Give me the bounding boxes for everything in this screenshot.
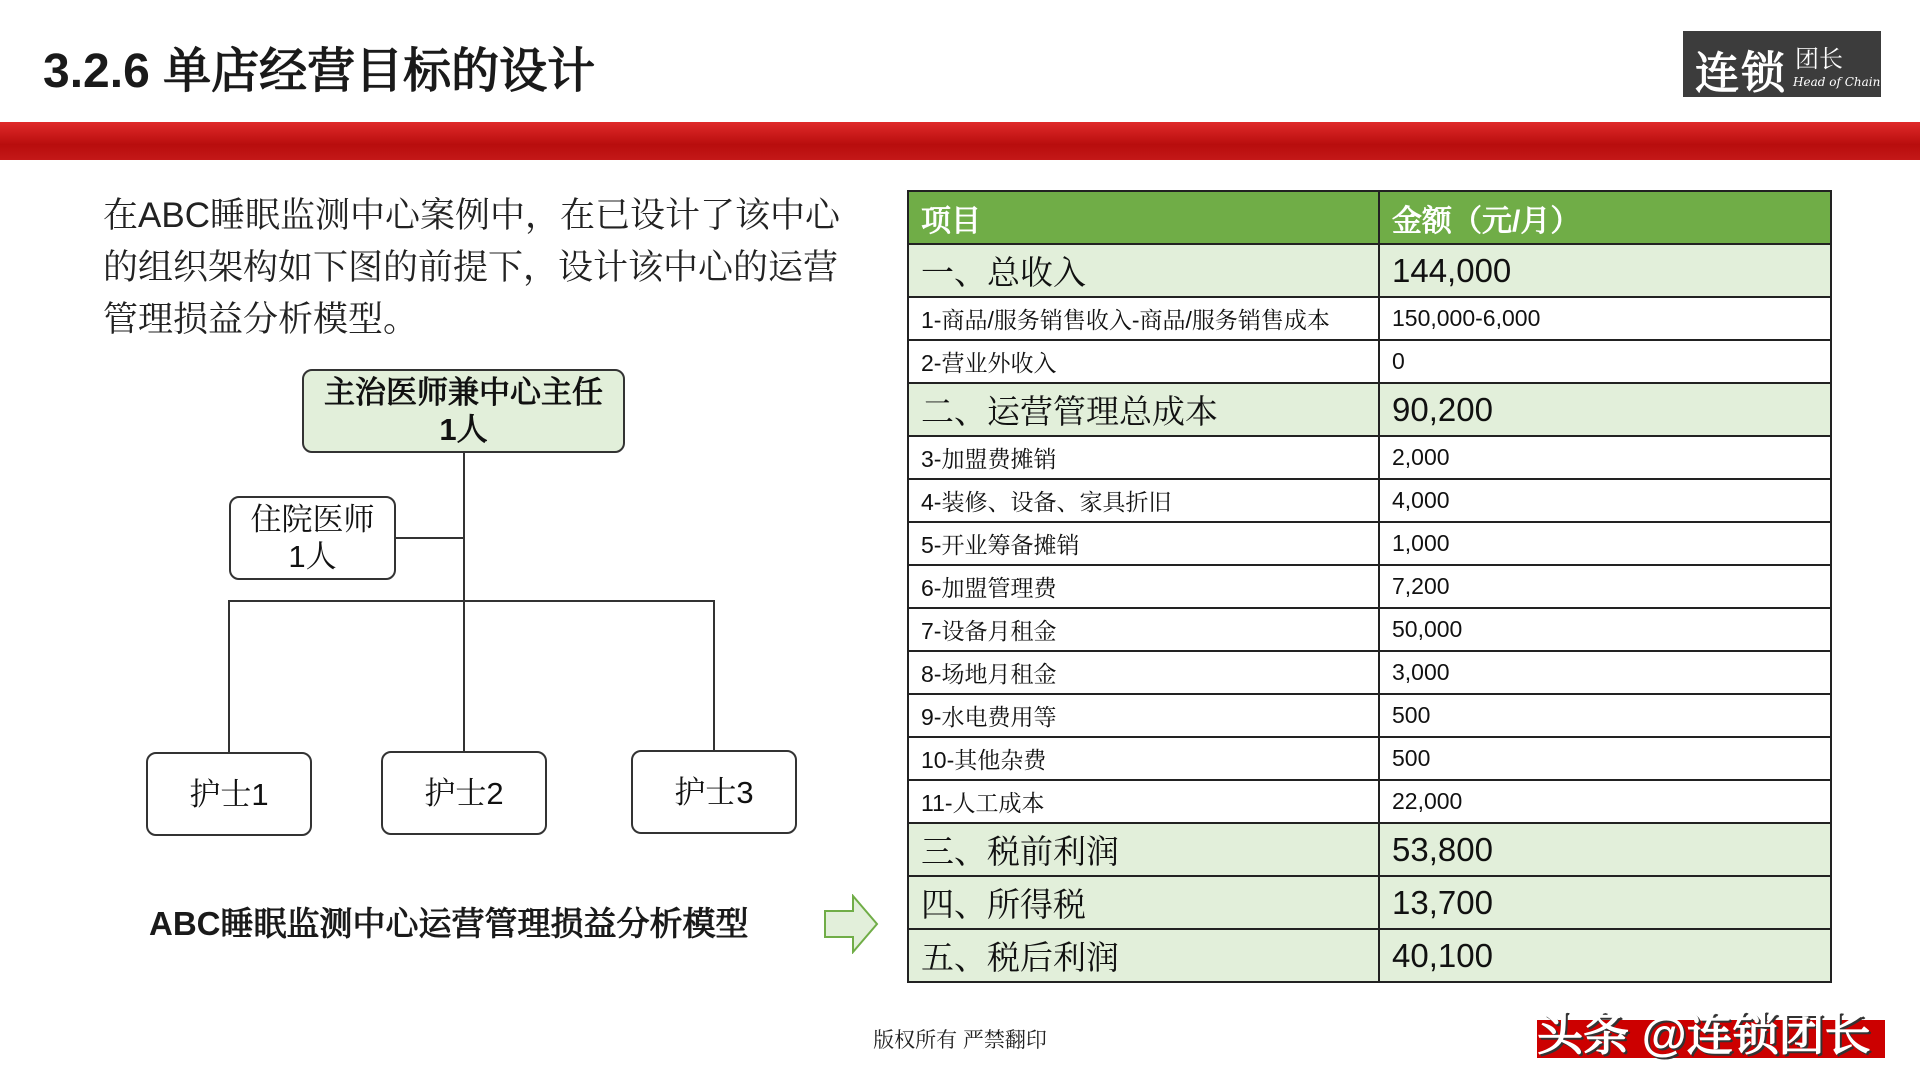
row-amount: 7,200 xyxy=(1379,565,1831,608)
arrow-right-icon xyxy=(823,894,879,954)
logo-english: Head of Chain xyxy=(1793,75,1881,89)
brand-logo xyxy=(1683,31,1881,97)
resident-title: 住院医师 xyxy=(250,502,375,537)
row-amount: 0 xyxy=(1379,340,1831,383)
logo-subtext: 团长 xyxy=(1795,46,1843,73)
intro-text: 在ABC睡眠监测中心案例中，在已设计了该中心的组织架构如下图的前提下，设计该中心的运营管理损益分析模型。 xyxy=(103,196,840,339)
table-row xyxy=(908,297,1831,340)
table-row xyxy=(908,780,1831,823)
row-item: 11-人工成本 xyxy=(908,780,1379,823)
row-item: 五、税后利润 xyxy=(908,929,1379,982)
table-row xyxy=(908,340,1831,383)
row-item: 7-设备月租金 xyxy=(908,608,1379,651)
row-amount: 150,000-6,000 xyxy=(1379,297,1831,340)
header-amount: 金额（元/月） xyxy=(1379,191,1831,244)
row-amount: 13,700 xyxy=(1379,876,1831,929)
director-count: 1人 xyxy=(439,412,488,447)
watermark xyxy=(1537,998,1885,1058)
org-line-nurse1 xyxy=(228,600,230,752)
row-amount: 4,000 xyxy=(1379,479,1831,522)
row-item: 4-装修、设备、家具折旧 xyxy=(908,479,1379,522)
watermark-text: 头条 @连锁团长 xyxy=(1537,1008,1871,1060)
table-header xyxy=(908,191,1831,244)
row-amount: 500 xyxy=(1379,737,1831,780)
table-row xyxy=(908,694,1831,737)
row-item: 5-开业筹备摊销 xyxy=(908,522,1379,565)
table-row xyxy=(908,565,1831,608)
org-line-vertical xyxy=(463,453,465,751)
row-amount: 500 xyxy=(1379,694,1831,737)
org-box-nurse2: 护士2 xyxy=(381,751,547,835)
table-row xyxy=(908,383,1831,436)
row-amount: 3,000 xyxy=(1379,651,1831,694)
org-line-nurse3 xyxy=(713,600,715,752)
row-item: 1-商品/服务销售收入-商品/服务销售成本 xyxy=(908,297,1379,340)
table-row xyxy=(908,651,1831,694)
row-amount: 1,000 xyxy=(1379,522,1831,565)
org-box-nurse1: 护士1 xyxy=(146,752,312,836)
header-band xyxy=(0,122,1920,160)
profit-loss-table xyxy=(907,190,1832,983)
row-item: 8-场地月租金 xyxy=(908,651,1379,694)
table-row xyxy=(908,929,1831,982)
logo-text: 连锁 xyxy=(1695,49,1787,98)
page-title: 3.2.6 单店经营目标的设计 xyxy=(43,45,596,98)
table-row xyxy=(908,522,1831,565)
row-item: 二、运营管理总成本 xyxy=(908,383,1379,436)
model-caption: ABC睡眠监测中心运营管理损益分析模型 xyxy=(149,905,749,942)
row-amount: 50,000 xyxy=(1379,608,1831,651)
row-item: 10-其他杂费 xyxy=(908,737,1379,780)
row-amount: 90,200 xyxy=(1379,383,1831,436)
org-box-nurse3: 护士3 xyxy=(631,750,797,834)
org-box-resident xyxy=(229,496,396,580)
table-row xyxy=(908,479,1831,522)
row-amount: 53,800 xyxy=(1379,823,1831,876)
director-title: 主治医师兼中心主任 xyxy=(324,375,603,410)
table-row xyxy=(908,244,1831,297)
row-amount: 2,000 xyxy=(1379,436,1831,479)
org-line-resident xyxy=(396,537,464,539)
table-row xyxy=(908,608,1831,651)
row-amount: 40,100 xyxy=(1379,929,1831,982)
org-line-branch xyxy=(228,600,715,602)
row-amount: 22,000 xyxy=(1379,780,1831,823)
row-item: 四、所得税 xyxy=(908,876,1379,929)
row-amount: 144,000 xyxy=(1379,244,1831,297)
header-item: 项目 xyxy=(908,191,1379,244)
row-item: 一、总收入 xyxy=(908,244,1379,297)
table-row xyxy=(908,436,1831,479)
table-row xyxy=(908,737,1831,780)
row-item: 三、税前利润 xyxy=(908,823,1379,876)
row-item: 6-加盟管理费 xyxy=(908,565,1379,608)
table-row xyxy=(908,876,1831,929)
org-box-director xyxy=(302,369,625,453)
table-row xyxy=(908,823,1831,876)
copyright-footer: 版权所有 严禁翻印 xyxy=(873,1029,1047,1052)
row-item: 2-营业外收入 xyxy=(908,340,1379,383)
row-item: 9-水电费用等 xyxy=(908,694,1379,737)
resident-count: 1人 xyxy=(288,539,337,574)
row-item: 3-加盟费摊销 xyxy=(908,436,1379,479)
